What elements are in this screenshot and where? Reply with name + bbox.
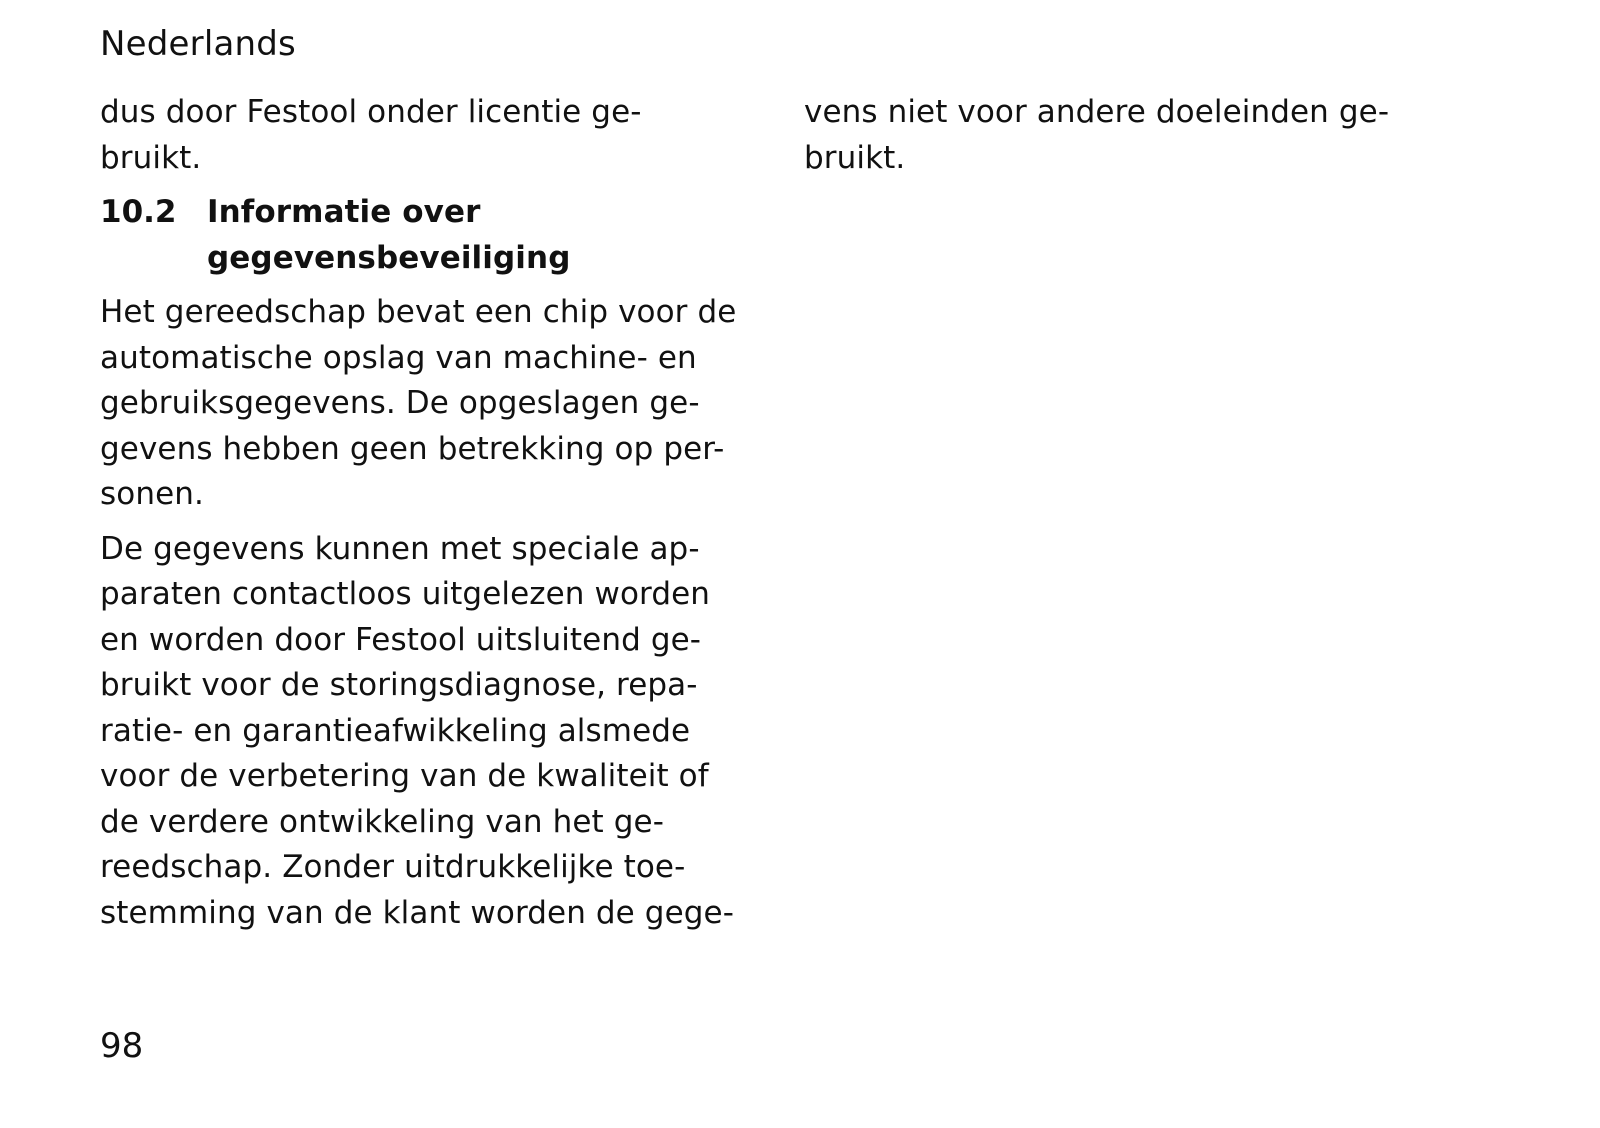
section-title-line: gegevensbeveiliging (207, 239, 571, 276)
text-line: bruikt. (100, 139, 202, 176)
section-number: 10.2 (100, 194, 177, 230)
text-line: gebruiksgegevens. De opgeslagen ge- (100, 385, 700, 421)
text-line: reedschap. Zonder uitdrukkelijke toe- (100, 849, 686, 885)
language-header: Nederlands (100, 24, 296, 64)
text-line: bruikt voor de storingsdiagnose, repa- (100, 667, 698, 703)
text-line: De gegevens kunnen met speciale ap- (100, 530, 700, 567)
page-number: 98 (100, 1026, 144, 1066)
text-line: automatische opslag van machine- en (100, 339, 697, 376)
text-line: bruikt. (804, 139, 906, 176)
text-line: dus door Festool onder licentie ge- (100, 94, 642, 130)
continuation-paragraph (804, 90, 1504, 181)
left-column (100, 90, 800, 945)
text-line: stemming van de klant worden de gege- (100, 894, 734, 931)
text-line: vens niet voor andere doeleinden ge- (804, 94, 1390, 130)
text-line: en worden door Festool uitsluitend ge- (100, 621, 702, 658)
right-column (804, 90, 1504, 190)
text-line: gevens hebben geen betrekking op per- (100, 430, 725, 467)
text-line: voor de verbetering van de kwaliteit of (100, 758, 709, 794)
section-heading (100, 190, 800, 281)
text-line: Het gereedschap bevat een chip voor de (100, 294, 737, 330)
intro-paragraph (100, 90, 800, 181)
body-paragraph-1 (100, 290, 800, 518)
section-title (207, 190, 800, 281)
text-line: ratie- en garantieafwikkeling alsmede (100, 712, 691, 749)
text-line: de verdere ontwikkeling van het ge- (100, 803, 664, 840)
section-title-line: Informatie over (207, 194, 481, 230)
body-paragraph-2 (100, 527, 800, 937)
text-line: sonen. (100, 476, 204, 512)
text-line: paraten contactloos uitgelezen worden (100, 576, 711, 612)
